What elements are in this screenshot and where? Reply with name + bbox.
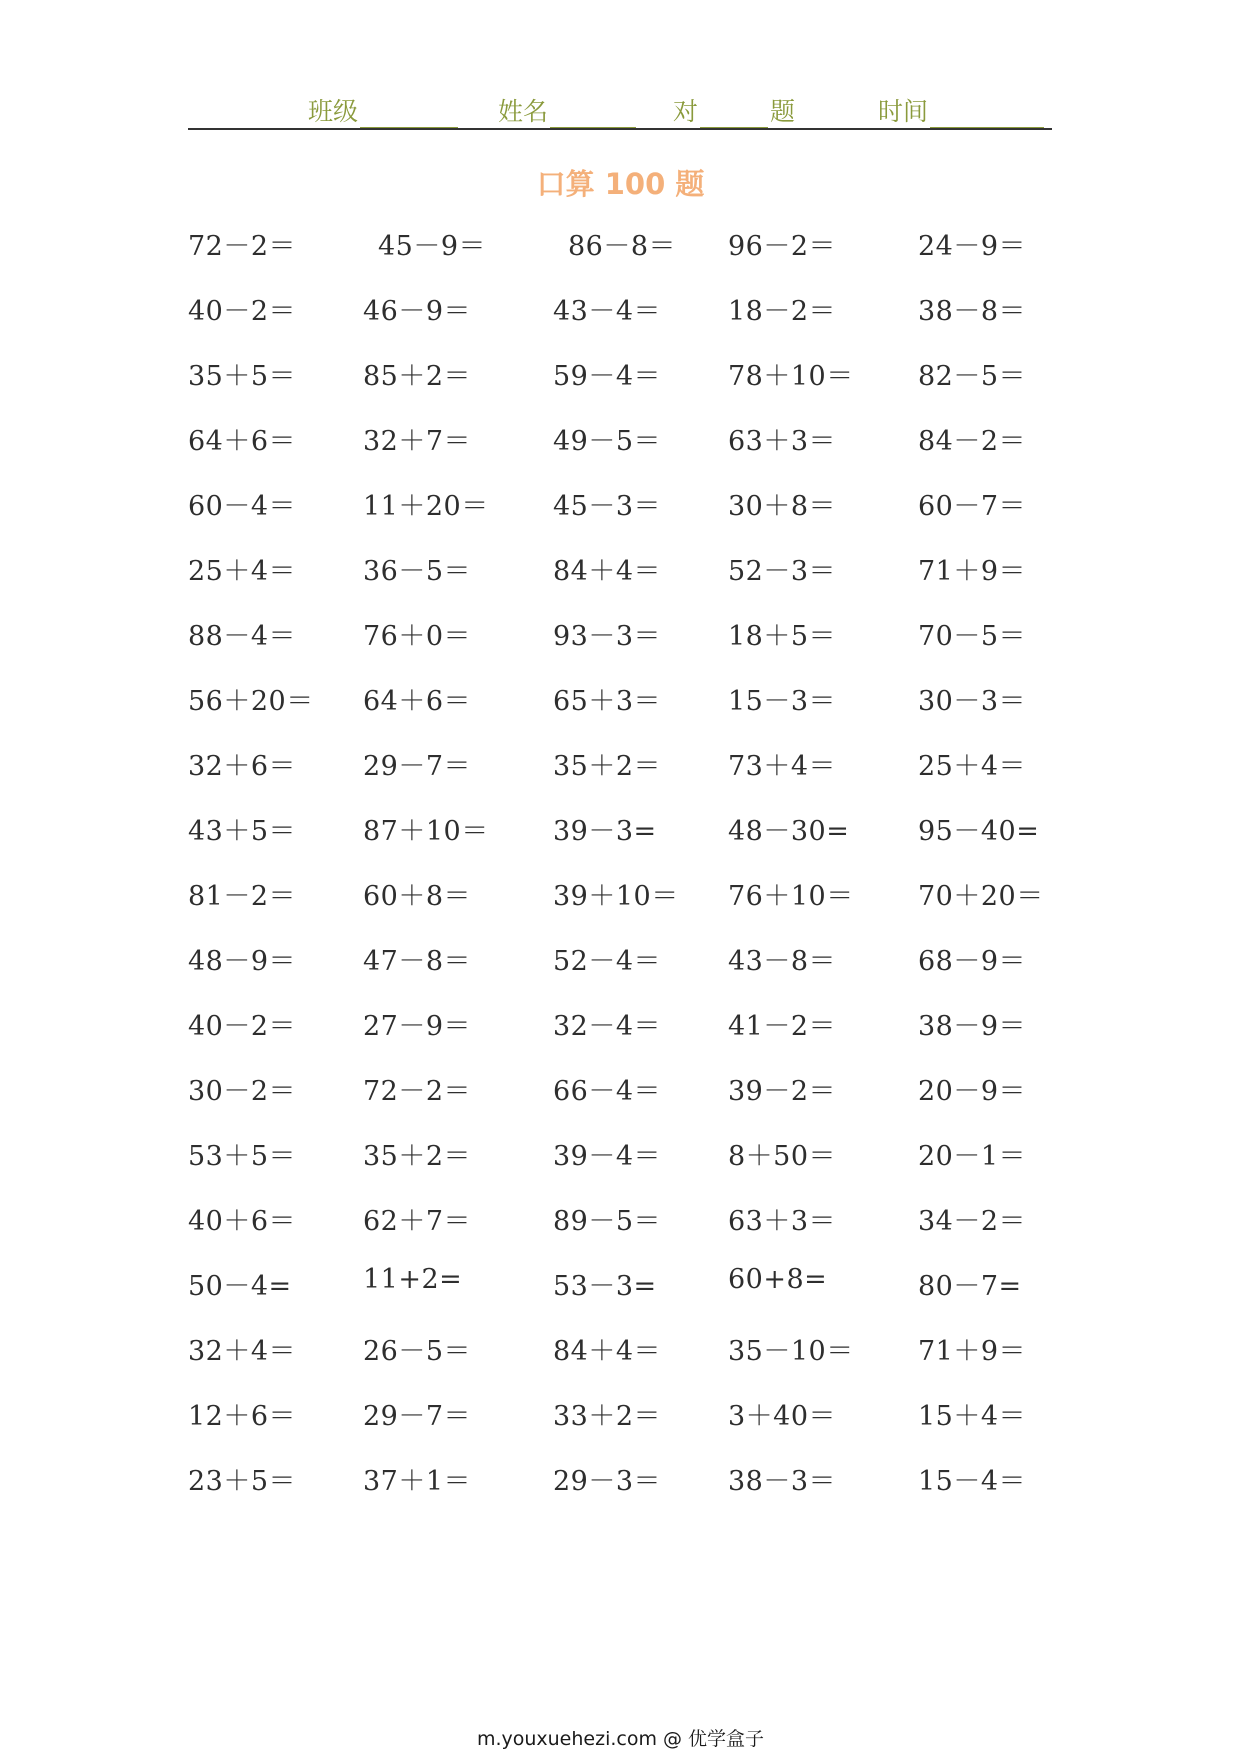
math-problem: 53＋5＝ <box>188 1141 297 1172</box>
questions-label: 题 <box>770 97 796 126</box>
math-problem: 88－4＝ <box>188 621 297 652</box>
math-problem: 45－3＝ <box>553 491 662 522</box>
math-problem: 66－4＝ <box>553 1076 662 1107</box>
math-problem: 65＋3＝ <box>553 686 662 717</box>
math-problem: 45－9＝ <box>378 231 487 262</box>
math-problem: 40－2＝ <box>188 1011 297 1042</box>
math-problem: 78＋10＝ <box>728 361 854 392</box>
math-problem: 15＋4＝ <box>918 1401 1027 1432</box>
class-field[interactable] <box>308 92 460 128</box>
score-field[interactable] <box>673 92 795 128</box>
worksheet-title: 口算 100 题 <box>536 167 705 201</box>
math-problem: 85＋2＝ <box>363 361 472 392</box>
math-problem: 38－8＝ <box>918 296 1027 327</box>
math-problem: 52－3＝ <box>728 556 837 587</box>
worksheet-header <box>188 86 1052 130</box>
math-problem: 64＋6＝ <box>363 686 472 717</box>
math-problem: 46－9＝ <box>363 296 472 327</box>
math-problem: 39＋10＝ <box>553 881 679 912</box>
math-problem: 68－9＝ <box>918 946 1027 977</box>
math-problem: 59－4＝ <box>553 361 662 392</box>
name-field[interactable] <box>498 92 638 128</box>
correct-label: 对 <box>673 97 699 126</box>
math-problem: 95－40= <box>918 816 1040 847</box>
math-problem: 47－8＝ <box>363 946 472 977</box>
name-blank[interactable] <box>550 105 636 128</box>
math-problem: 73＋4＝ <box>728 751 837 782</box>
time-blank[interactable] <box>930 105 1044 128</box>
math-problem: 15－3＝ <box>728 686 837 717</box>
math-problem: 23＋5＝ <box>188 1466 297 1497</box>
math-problem: 60－7＝ <box>918 491 1027 522</box>
math-problem: 43＋5＝ <box>188 816 297 847</box>
math-problem: 15－4＝ <box>918 1466 1027 1497</box>
name-label: 姓名 <box>498 97 549 126</box>
math-problem: 40＋6＝ <box>188 1206 297 1237</box>
math-problem: 26－5＝ <box>363 1336 472 1367</box>
math-problem: 80－7= <box>918 1271 1022 1302</box>
math-problem: 64＋6＝ <box>188 426 297 457</box>
math-problem: 32＋4＝ <box>188 1336 297 1367</box>
math-problem: 35＋2＝ <box>553 751 662 782</box>
math-problem: 11＋20＝ <box>363 491 489 522</box>
math-problem: 29－7＝ <box>363 1401 472 1432</box>
math-problem: 30－3＝ <box>918 686 1027 717</box>
math-problem: 3＋40＝ <box>728 1401 837 1432</box>
math-problem: 29－7＝ <box>363 751 472 782</box>
math-problem: 25＋4＝ <box>188 556 297 587</box>
math-problem: 96－2＝ <box>728 231 837 262</box>
time-label: 时间 <box>878 97 929 126</box>
math-problem: 93－3＝ <box>553 621 662 652</box>
math-problem: 39－4＝ <box>553 1141 662 1172</box>
math-problem: 82－5＝ <box>918 361 1027 392</box>
math-problem: 60＋8＝ <box>363 881 472 912</box>
math-problem: 30－2＝ <box>188 1076 297 1107</box>
math-problem: 41－2＝ <box>728 1011 837 1042</box>
class-label: 班级 <box>308 97 359 126</box>
math-problem: 34－2＝ <box>918 1206 1027 1237</box>
math-problem: 43－8＝ <box>728 946 837 977</box>
footer-watermark: m.youxuehezi.com @ 优学盒子 <box>476 1728 765 1750</box>
math-problem: 87＋10＝ <box>363 816 489 847</box>
math-problem: 63＋3＝ <box>728 1206 837 1237</box>
math-problem: 70＋20＝ <box>918 881 1044 912</box>
math-problem: 50－4= <box>188 1271 292 1302</box>
math-problem: 24－9＝ <box>918 231 1027 262</box>
class-blank[interactable] <box>360 105 458 128</box>
math-problem: 86－8＝ <box>568 231 677 262</box>
math-problem: 37＋1＝ <box>363 1466 472 1497</box>
math-problem: 35－10＝ <box>728 1336 854 1367</box>
math-problem: 48－30= <box>728 816 850 847</box>
math-problem: 39－3= <box>553 816 657 847</box>
math-problem: 84－2＝ <box>918 426 1027 457</box>
math-problem: 62＋7＝ <box>363 1206 472 1237</box>
math-problem: 18－2＝ <box>728 296 837 327</box>
math-problem: 38－3＝ <box>728 1466 837 1497</box>
math-problem: 60－4＝ <box>188 491 297 522</box>
math-problem: 52－4＝ <box>553 946 662 977</box>
math-problem: 70－5＝ <box>918 621 1027 652</box>
math-problem: 27－9＝ <box>363 1011 472 1042</box>
math-problem: 25＋4＝ <box>918 751 1027 782</box>
math-problem: 36－5＝ <box>363 556 472 587</box>
score-blank[interactable] <box>700 105 768 128</box>
math-problem: 33＋2＝ <box>553 1401 662 1432</box>
math-problem: 63＋3＝ <box>728 426 837 457</box>
math-problem: 18＋5＝ <box>728 621 837 652</box>
math-problem: 43－4＝ <box>553 296 662 327</box>
math-problem: 84＋4＝ <box>553 1336 662 1367</box>
math-problem: 89－5＝ <box>553 1206 662 1237</box>
math-problem: 81－2＝ <box>188 881 297 912</box>
math-problem: 84＋4＝ <box>553 556 662 587</box>
math-problem: 12＋6＝ <box>188 1401 297 1432</box>
math-problem: 49－5＝ <box>553 426 662 457</box>
math-problem: 11+2= <box>363 1264 463 1295</box>
math-problem: 60+8= <box>728 1264 828 1295</box>
math-problem: 76＋10＝ <box>728 881 854 912</box>
math-problem: 72－2＝ <box>188 231 297 262</box>
math-problem: 35＋2＝ <box>363 1141 472 1172</box>
math-problem: 29－3＝ <box>553 1466 662 1497</box>
math-problem: 20－9＝ <box>918 1076 1027 1107</box>
math-problem: 20－1＝ <box>918 1141 1027 1172</box>
math-problem: 56＋20＝ <box>188 686 314 717</box>
math-problem: 32－4＝ <box>553 1011 662 1042</box>
math-problem: 35＋5＝ <box>188 361 297 392</box>
math-problem: 32＋7＝ <box>363 426 472 457</box>
math-problem: 40－2＝ <box>188 296 297 327</box>
math-problem: 76＋0＝ <box>363 621 472 652</box>
math-problem: 38－9＝ <box>918 1011 1027 1042</box>
math-problem: 32＋6＝ <box>188 751 297 782</box>
math-problem: 30＋8＝ <box>728 491 837 522</box>
math-problem: 48－9＝ <box>188 946 297 977</box>
math-problem: 8＋50＝ <box>728 1141 837 1172</box>
math-problem: 53－3= <box>553 1271 657 1302</box>
math-problem: 71＋9＝ <box>918 556 1027 587</box>
math-problem: 71＋9＝ <box>918 1336 1027 1367</box>
math-problem: 39－2＝ <box>728 1076 837 1107</box>
time-field[interactable] <box>878 92 1046 128</box>
math-problem: 72－2＝ <box>363 1076 472 1107</box>
